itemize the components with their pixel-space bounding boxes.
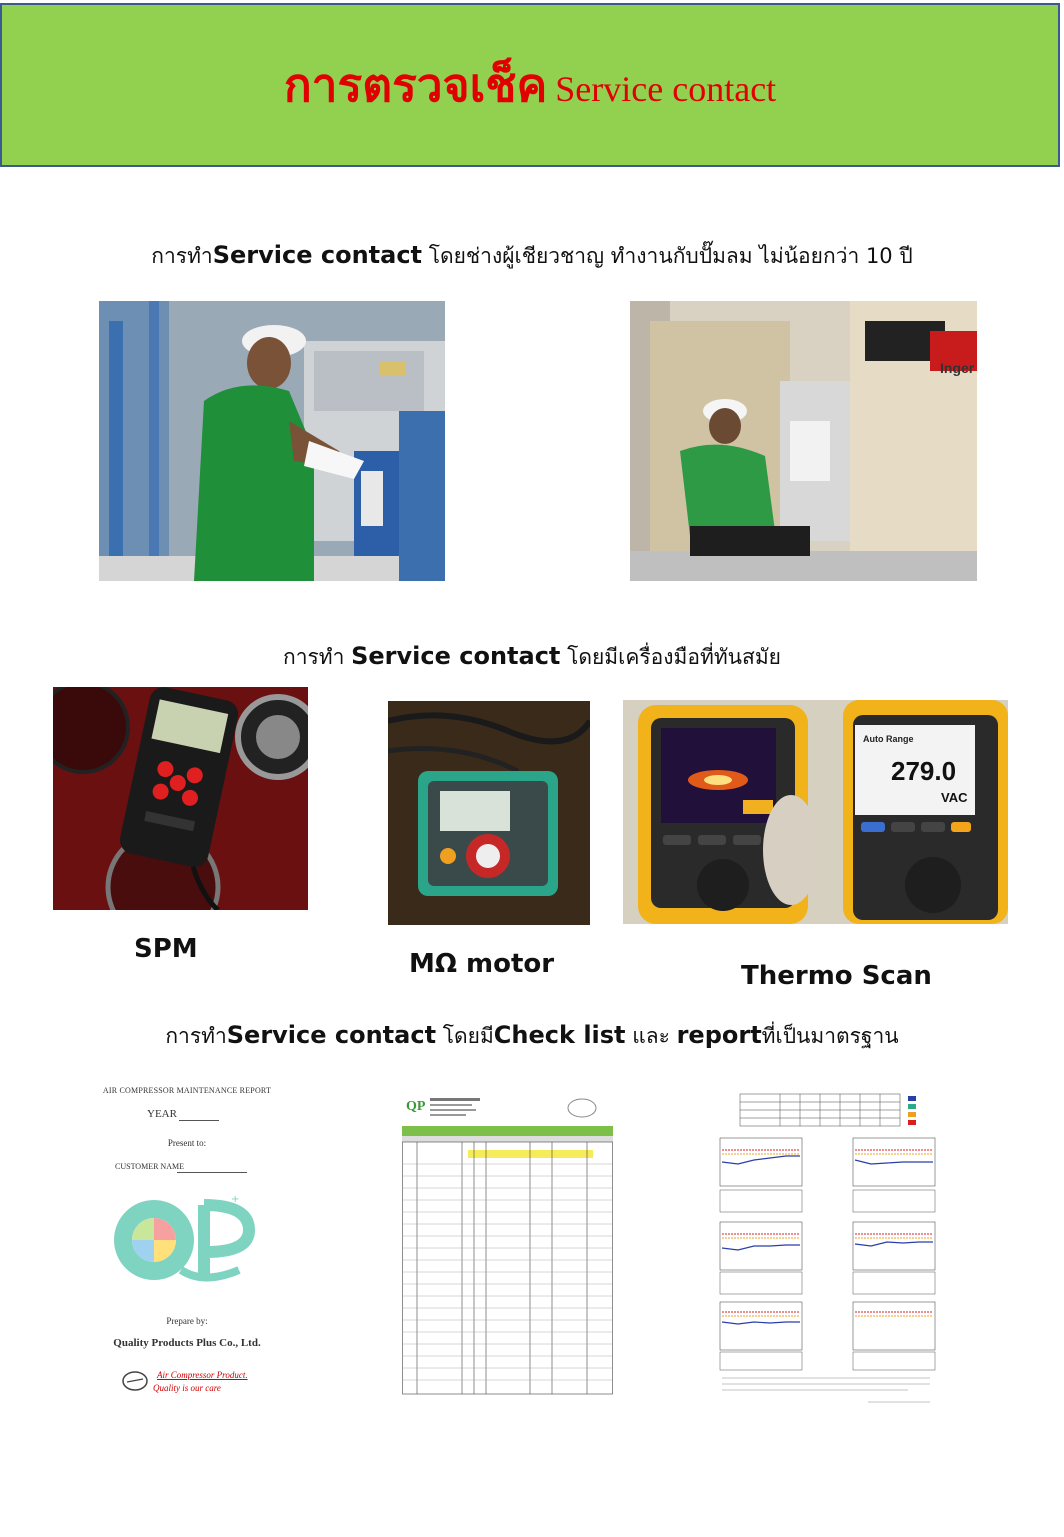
svg-text:+: + xyxy=(231,1194,240,1205)
section-3-caption xyxy=(0,1020,1064,1053)
section-3-bold-report: report xyxy=(676,1021,762,1049)
megohm-meter-photo xyxy=(388,701,590,925)
report-cover-company: Quality Products Plus Co., Ltd. xyxy=(113,1337,261,1349)
megohm-label: MΩ motor xyxy=(409,949,555,979)
thermo-reading-value: 279.0 xyxy=(891,756,957,786)
section-2-prefix: การทำ xyxy=(283,645,352,669)
section-3-prefix: การทำ xyxy=(165,1024,227,1048)
report-cover-year: YEAR xyxy=(147,1108,177,1120)
report-cover-tagline-2: Quality is our care xyxy=(153,1383,221,1393)
report-cover-tagline-1: Air Compressor Product. xyxy=(157,1370,248,1380)
year-underline xyxy=(179,1120,219,1121)
report-cover-present: Present to: xyxy=(167,1138,207,1148)
section-1-caption xyxy=(0,240,1064,273)
section-3-mid2: และ xyxy=(625,1024,677,1048)
page-title xyxy=(284,49,776,122)
thermo-autorange-text: Auto Range xyxy=(863,734,914,744)
thermo-scan-label: Thermo Scan xyxy=(741,961,932,991)
report-cover-prepare: Prepare by: xyxy=(166,1316,208,1326)
customer-underline xyxy=(177,1172,247,1173)
section-1-prefix: การทำ xyxy=(151,244,213,268)
technician-checklist-photo xyxy=(99,301,445,581)
section-3-suffix: ที่เป็นมาตรฐาน xyxy=(761,1024,899,1048)
qp-logo-icon xyxy=(109,1190,259,1290)
section-2-caption xyxy=(0,641,1064,674)
report-cover-customer: CUSTOMER NAME xyxy=(115,1162,184,1171)
svg-text:QP: QP xyxy=(406,1099,426,1114)
spm-device-photo xyxy=(53,687,308,910)
checklist-document xyxy=(402,1092,613,1395)
section-2-suffix: โดยมีเครื่องมือที่ทันสมัย xyxy=(560,645,781,669)
spm-label: SPM xyxy=(134,934,198,964)
section-3-mid: โดยมี xyxy=(436,1024,494,1048)
thermo-reading-unit: VAC xyxy=(941,790,968,805)
page-title-thai: การตรวจเช็ค xyxy=(283,57,548,112)
section-1-suffix: โดยช่างผู้เชียวชาญ ทำงานกับปั๊มลม ไม่น้อยกว่า 10 ปี xyxy=(422,244,913,268)
section-3-bold-service: Service contact xyxy=(226,1021,437,1049)
technician-compressor-photo xyxy=(630,301,977,581)
page-title-english: Service contact xyxy=(555,68,777,109)
svg-text:Inger: Inger xyxy=(940,360,975,376)
section-2-bold: Service contact xyxy=(351,642,561,670)
report-cover-document xyxy=(97,1080,277,1410)
car-logo-icon xyxy=(121,1370,149,1392)
header-banner xyxy=(0,3,1060,167)
thermo-scan-photo xyxy=(623,700,1008,924)
section-1-bold: Service contact xyxy=(212,241,423,269)
section-3-bold-checklist: Check list xyxy=(493,1021,626,1049)
report-cover-title: AIR COMPRESSOR MAINTENANCE REPORT xyxy=(102,1086,272,1095)
report-graphs-document xyxy=(708,1090,944,1412)
